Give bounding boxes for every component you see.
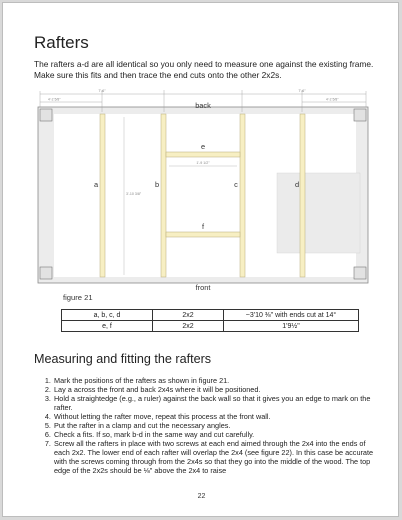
table-row <box>62 310 359 321</box>
rafter-a <box>100 114 105 277</box>
page-number: 22 <box>197 493 206 500</box>
label-c: c <box>234 180 238 189</box>
rafter-spec-table <box>61 309 359 332</box>
corner-post-tr <box>354 109 366 121</box>
rafter-f <box>166 232 240 237</box>
table-cell: 2x2 <box>153 321 224 332</box>
label-front: front <box>195 283 211 291</box>
rafter-e <box>166 152 240 157</box>
label-back: back <box>195 101 211 110</box>
corner-post-br <box>354 267 366 279</box>
dim-vertical: 3'-10 3/8" <box>126 192 142 196</box>
dim-top-left: 7'-6" <box>98 89 106 93</box>
label-b: b <box>154 180 160 189</box>
section-heading: Rafters <box>34 33 89 52</box>
table-cell: 1'9½" <box>224 321 359 332</box>
dim-short: 1'-9 1/2" <box>196 161 210 165</box>
label-e: e <box>200 142 206 151</box>
list-item: 4. Without letting the rafter move, repeat this process at the front wall. <box>53 412 383 421</box>
table-cell: e, f <box>62 321 153 332</box>
rafter-b <box>161 114 166 277</box>
inner-panel-left <box>54 114 164 277</box>
table-cell: a, b, c, d <box>62 310 153 321</box>
figure-caption: figure 21 <box>63 293 93 302</box>
dim-sub-right: 4'-2 5/8" <box>326 97 339 102</box>
section-subheading: Measuring and fitting the rafters <box>34 352 212 366</box>
list-item: 3. Hold a straightedge (e.g., a ruler) against the back wall so that it gives you an edge to mark on the rafter. <box>53 394 383 412</box>
rafter-diagram <box>36 87 371 291</box>
label-d: d <box>294 180 300 189</box>
label-a: a <box>93 180 99 189</box>
rafter-c <box>240 114 245 277</box>
steps-list <box>38 376 383 475</box>
intro-paragraph: The rafters a-d are all identical so you only need to measure one against the existing frame. Make sure this fits and then trace the end cuts onto the other 2x2s. <box>34 59 374 80</box>
rafter-d <box>300 114 305 277</box>
document-page <box>2 2 399 517</box>
dim-top-right: 7'-6" <box>298 89 306 93</box>
inner-panel-middle <box>164 114 242 277</box>
dim-sub-left: 4'-2 5/8" <box>48 97 61 102</box>
list-item: 5. Put the rafter in a clamp and cut the necessary angles. <box>53 421 383 430</box>
table-cell: ~3'10 ⅜" with ends cut at 14° <box>224 310 359 321</box>
list-item: 1. Mark the positions of the rafters as shown in figure 21. <box>53 376 383 385</box>
list-item: 6. Check a fits. If so, mark b-d in the same way and cut carefully. <box>53 430 383 439</box>
corner-post-tl <box>40 109 52 121</box>
table-row <box>62 321 359 332</box>
table-cell: 2x2 <box>153 310 224 321</box>
list-item: 2. Lay a across the front and back 2x4s where it will be positioned. <box>53 385 383 394</box>
corner-post-bl <box>40 267 52 279</box>
list-item: 7. Screw all the rafters in place with two screws at each end aimed through the 2x4 into the ends of each 2x2. The lower end of each rafter will overlap the 2x4 (see figure 22). In this case be accurate with the screws coming through from the 2x4s so that they go into the middle of the wood. The top edge of the 2x2s should be ⅛" above the 2x4 to raise <box>53 439 383 475</box>
label-f: f <box>201 222 205 231</box>
side-panel <box>277 173 360 253</box>
